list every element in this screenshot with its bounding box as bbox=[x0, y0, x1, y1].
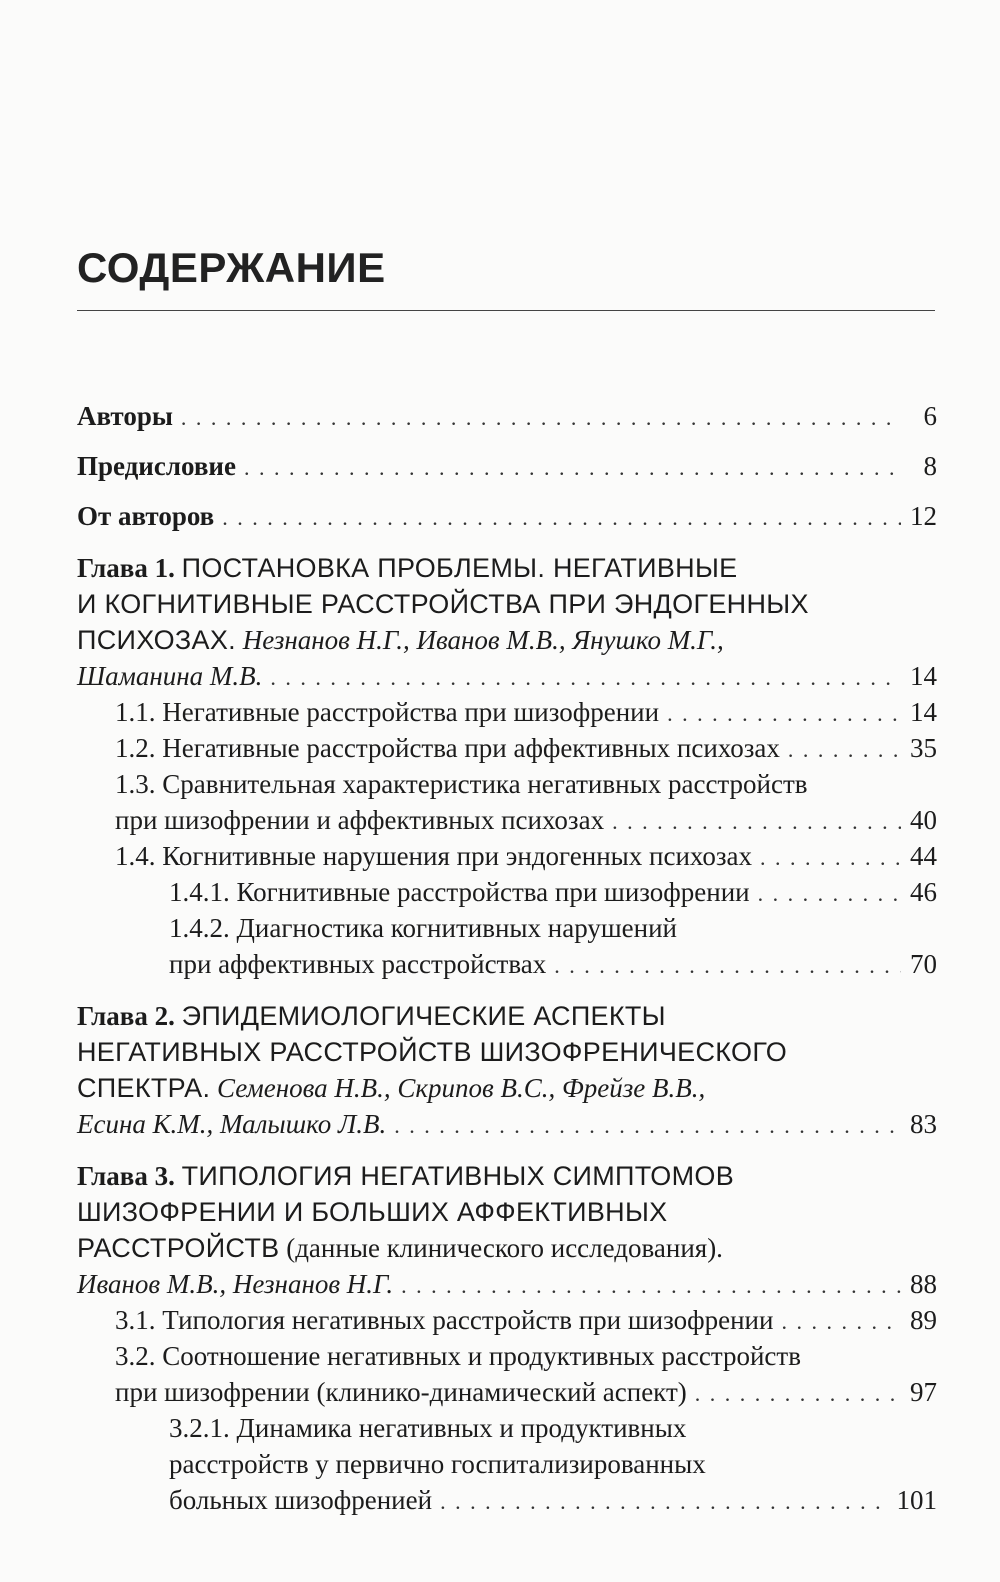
toc-chapter-3[interactable] bbox=[77, 1158, 937, 1302]
toc-entry-authors[interactable] bbox=[77, 398, 937, 434]
chapter-title: РАССТРОЙСТВ bbox=[77, 1233, 280, 1263]
chapter-title: СПЕКТРА. bbox=[77, 1073, 211, 1103]
dot-leader bbox=[612, 804, 901, 840]
chapter-title: ШИЗОФРЕНИИ И БОЛЬШИХ АФФЕКТИВНЫХ bbox=[77, 1197, 668, 1227]
section-title: расстройств у первично госпитализированных bbox=[169, 1449, 706, 1479]
page-number: 12 bbox=[910, 501, 937, 531]
section-title: 1.4. Когнитивные нарушения при эндогенных психозах bbox=[115, 841, 753, 871]
dot-leader bbox=[781, 1304, 901, 1340]
chapter-title: И КОГНИТИВНЫЕ РАССТРОЙСТВА ПРИ ЭНДОГЕННЫХ bbox=[77, 589, 809, 619]
section-title-line bbox=[77, 766, 937, 802]
chapter-authors: Есина К.М., Малышко Л.В. bbox=[77, 1109, 387, 1139]
chapter-authors: Незнанов Н.Г., Иванов М.В., Янушко М.Г., bbox=[242, 625, 724, 655]
section-title-line bbox=[77, 1374, 937, 1410]
section-title: при шизофрении и аффективных психозах bbox=[115, 805, 605, 835]
chapter-title-line bbox=[77, 998, 937, 1034]
chapter-subtitle: (данные клинического исследования). bbox=[286, 1233, 723, 1263]
toc-label: Предисловие bbox=[77, 451, 236, 481]
section-title-line bbox=[77, 1410, 937, 1446]
section-title: 1.2. Негативные расстройства при аффективных психозах bbox=[115, 733, 780, 763]
page-title: СОДЕРЖАНИЕ bbox=[77, 244, 386, 291]
toc-section-3-2[interactable] bbox=[77, 1338, 937, 1410]
page-number: 14 bbox=[910, 661, 937, 691]
page-number: 89 bbox=[910, 1305, 937, 1335]
chapter-label: Глава 3. bbox=[77, 1161, 175, 1191]
toc-entry-from-authors[interactable] bbox=[77, 498, 937, 534]
chapter-title-line bbox=[77, 1194, 937, 1230]
table-of-contents bbox=[77, 392, 937, 1518]
dot-leader bbox=[440, 1484, 890, 1520]
dot-leader bbox=[270, 660, 901, 696]
toc-section-1-4-2[interactable] bbox=[77, 910, 937, 982]
page-number: 97 bbox=[910, 1377, 937, 1407]
chapter-authors: Иванов М.В., Незнанов Н.Г. bbox=[77, 1269, 394, 1299]
section-title-line bbox=[77, 1482, 937, 1518]
toc-section-3-2-1[interactable] bbox=[77, 1410, 937, 1518]
chapter-authors-line bbox=[77, 1106, 937, 1142]
chapter-title-line bbox=[77, 622, 937, 658]
toc-chapter-1[interactable] bbox=[77, 550, 937, 694]
toc-label: От авторов bbox=[77, 501, 215, 531]
dot-leader bbox=[758, 876, 901, 912]
dot-leader bbox=[760, 840, 901, 876]
section-title-line bbox=[77, 1338, 937, 1374]
section-title-line bbox=[77, 910, 937, 946]
page-number: 70 bbox=[910, 949, 937, 979]
chapter-label: Глава 2. bbox=[77, 1001, 175, 1031]
page-number: 40 bbox=[910, 805, 937, 835]
chapter-title: НЕГАТИВНЫХ РАССТРОЙСТВ ШИЗОФРЕНИЧЕСКОГО bbox=[77, 1037, 788, 1067]
toc-section-1-2[interactable] bbox=[77, 730, 937, 766]
chapter-title-line bbox=[77, 1158, 937, 1194]
chapter-authors: Семенова Н.В., Скрипов В.С., Фрейзе В.В., bbox=[217, 1073, 706, 1103]
chapter-authors: Шаманина М.В. bbox=[77, 661, 263, 691]
page-number: 35 bbox=[910, 733, 937, 763]
page-number: 8 bbox=[923, 451, 937, 481]
chapter-label: Глава 1. bbox=[77, 553, 175, 583]
page-number: 44 bbox=[910, 841, 937, 871]
chapter-title-line bbox=[77, 1070, 937, 1106]
section-title: при шизофрении (клинико-динамический аспект) bbox=[115, 1377, 687, 1407]
toc-label: Авторы bbox=[77, 401, 173, 431]
dot-leader bbox=[181, 400, 901, 436]
dot-leader bbox=[667, 696, 901, 732]
section-title-line bbox=[77, 802, 937, 838]
chapter-authors-line bbox=[77, 1266, 937, 1302]
section-title: больных шизофренией bbox=[169, 1485, 433, 1515]
dot-leader bbox=[554, 948, 901, 984]
chapter-title-line bbox=[77, 586, 937, 622]
dot-leader bbox=[695, 1376, 901, 1412]
toc-section-1-4[interactable] bbox=[77, 838, 937, 874]
section-title: 1.1. Негативные расстройства при шизофрении bbox=[115, 697, 660, 727]
section-title: 3.2.1. Динамика негативных и продуктивных bbox=[169, 1413, 687, 1443]
page-number: 83 bbox=[910, 1109, 937, 1139]
chapter-authors-line bbox=[77, 658, 937, 694]
page-number: 88 bbox=[910, 1269, 937, 1299]
page-number: 101 bbox=[896, 1485, 937, 1515]
toc-section-1-4-1[interactable] bbox=[77, 874, 937, 910]
chapter-title: ТИПОЛОГИЯ НЕГАТИВНЫХ СИМПТОМОВ bbox=[181, 1161, 734, 1191]
page-number: 14 bbox=[910, 697, 937, 727]
title-rule bbox=[77, 310, 935, 311]
section-title: 3.2. Соотношение негативных и продуктивных расстройств bbox=[115, 1341, 801, 1371]
section-title: при аффективных расстройствах bbox=[169, 949, 547, 979]
toc-section-1-3[interactable] bbox=[77, 766, 937, 838]
chapter-title: ЭПИДЕМИОЛОГИЧЕСКИЕ АСПЕКТЫ bbox=[181, 1001, 666, 1031]
dot-leader bbox=[244, 450, 901, 486]
chapter-title-line bbox=[77, 550, 937, 586]
chapter-title-line bbox=[77, 1034, 937, 1070]
toc-entry-preface[interactable] bbox=[77, 448, 937, 484]
dot-leader bbox=[394, 1108, 901, 1144]
chapter-title: ПОСТАНОВКА ПРОБЛЕМЫ. НЕГАТИВНЫЕ bbox=[181, 553, 738, 583]
section-title-line bbox=[77, 946, 937, 982]
dot-leader bbox=[788, 732, 901, 768]
chapter-title: ПСИХОЗАХ. bbox=[77, 625, 236, 655]
chapter-title-line bbox=[77, 1230, 937, 1266]
toc-section-1-1[interactable] bbox=[77, 694, 937, 730]
section-title: 1.4.1. Когнитивные расстройства при шизофрении bbox=[169, 877, 750, 907]
section-title-line bbox=[77, 1446, 937, 1482]
toc-chapter-2[interactable] bbox=[77, 998, 937, 1142]
section-title: 1.4.2. Диагностика когнитивных нарушений bbox=[169, 913, 677, 943]
section-title: 1.3. Сравнительная характеристика негативных расстройств bbox=[115, 769, 808, 799]
page-number: 46 bbox=[910, 877, 937, 907]
dot-leader bbox=[222, 500, 901, 536]
section-title: 3.1. Типология негативных расстройств при шизофрении bbox=[115, 1305, 774, 1335]
toc-section-3-1[interactable] bbox=[77, 1302, 937, 1338]
dot-leader bbox=[401, 1268, 901, 1304]
page-number: 6 bbox=[923, 401, 937, 431]
